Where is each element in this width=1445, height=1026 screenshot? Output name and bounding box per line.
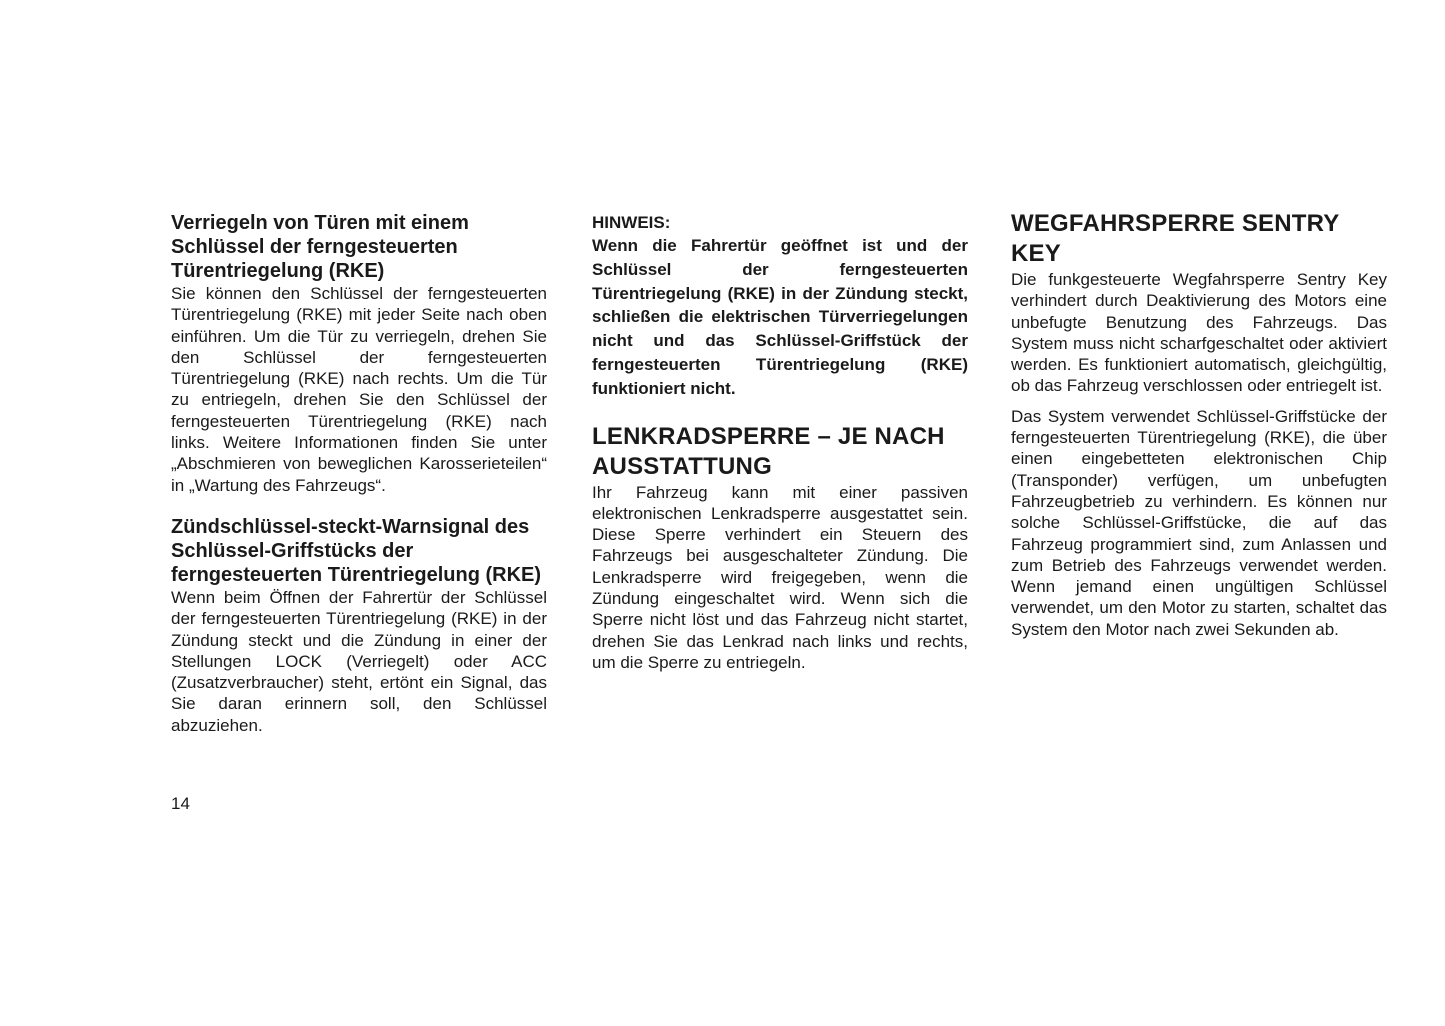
middle-column <box>592 211 968 673</box>
section-body-steering-lock: Ihr Fahrzeug kann mit einer passiven elektronischen Lenkradsperre ausgestattet sein. Diese Sperre verhindert ein Steuern des Fahrzeugs bei ausgeschalteter Zündung. Die Lenkradsperre wird freigegeben, wenn die Zündung eingeschaltet wird. Wenn sich die Sperre nicht löst und das Fahrzeug nicht startet, drehen Sie das Lenkrad nach links und rechts, um die Sperre zu entriegeln. <box>592 482 968 672</box>
page-number: 14 <box>171 794 190 813</box>
right-column <box>1011 209 1387 640</box>
note-label: HINWEIS: <box>592 213 671 232</box>
section-heading-key-warning: Zündschlüssel-steckt-Warnsignal des Schlüssel-Griffstücks der ferngesteuerten Türentriegelung (RKE) <box>171 515 542 586</box>
note-body: Wenn die Fahrertür geöffnet ist und der Schlüssel der ferngesteuerten Türentriegelung (RKE) in der Zündung steckt, schließen die elektrischen Türverriegelungen nicht und das Schlüssel-Griffstück der ferngesteuerten Türentriegelung (RKE) funktioniert nicht. <box>592 236 968 398</box>
left-column <box>171 211 547 736</box>
section-heading-steering-lock: LENKRADSPERRE – JE NACH AUSSTATTUNG <box>592 422 945 480</box>
section-heading-sentry-key: WEGFAHRSPERRE SENTRY KEY <box>1011 210 1340 267</box>
section-body-rke-lock: Sie können den Schlüssel der ferngesteuerten Türentriegelung (RKE) mit jeder Seite nach oben einführen. Um die Tür zu verriegeln, drehen Sie den Schlüssel der ferngesteuerten Türentriegelung (RKE) nach rechts. Um die Tür zu entriegeln, drehen Sie den Schlüssel der ferngesteuerten Türentriegelung (RKE) nach links. Weitere Informationen finden Sie unter „Abschmieren von beweglichen Karosserieteilen“ in „Wartung des Fahrzeugs“. <box>171 284 547 495</box>
section-body-sentry-key-2: Das System verwendet Schlüssel-Griffstücke der ferngesteuerten Türentriegelung (RKE), die über einen eingebetteten elektronischen Chip (Transponder) verfügen, um unbefugten Fahrzeugbetrieb zu verhindern. Es können nur solche Schlüssel-Griffstücke, die auf das Fahrzeug programmiert sind, zum Anlassen und zum Betrieb des Fahrzeugs verwendet werden. Wenn jemand einen ungültigen Schlüssel verwendet, um den Motor zu starten, schaltet das System den Motor nach zwei Sekunden ab. <box>1011 406 1387 639</box>
section-heading-rke-lock: Verriegeln von Türen mit einem Schlüssel der ferngesteuerten Türentriegelung (RKE) <box>171 212 469 282</box>
section-body-key-warning: Wenn beim Öffnen der Fahrertür der Schlüssel der ferngesteuerten Türentriegelung (RKE) in der Zündung steckt und die Zündung in einer der Stellungen LOCK (Verriegelt) oder ACC (Zusatzverbraucher) steht, ertönt ein Signal, das Sie daran erinnern soll, den Schlüssel abzuziehen. <box>171 587 547 735</box>
section-body-sentry-key-1: Die funkgesteuerte Wegfahrsperre Sentry Key verhindert durch Deaktivierung des Motors eine unbefugte Benutzung des Fahrzeugs. Das System muss nicht scharfgeschaltet oder aktiviert werden. Es funktioniert automatisch, gleichgültig, ob das Fahrzeug verschlossen oder entriegelt ist. <box>1011 270 1387 396</box>
